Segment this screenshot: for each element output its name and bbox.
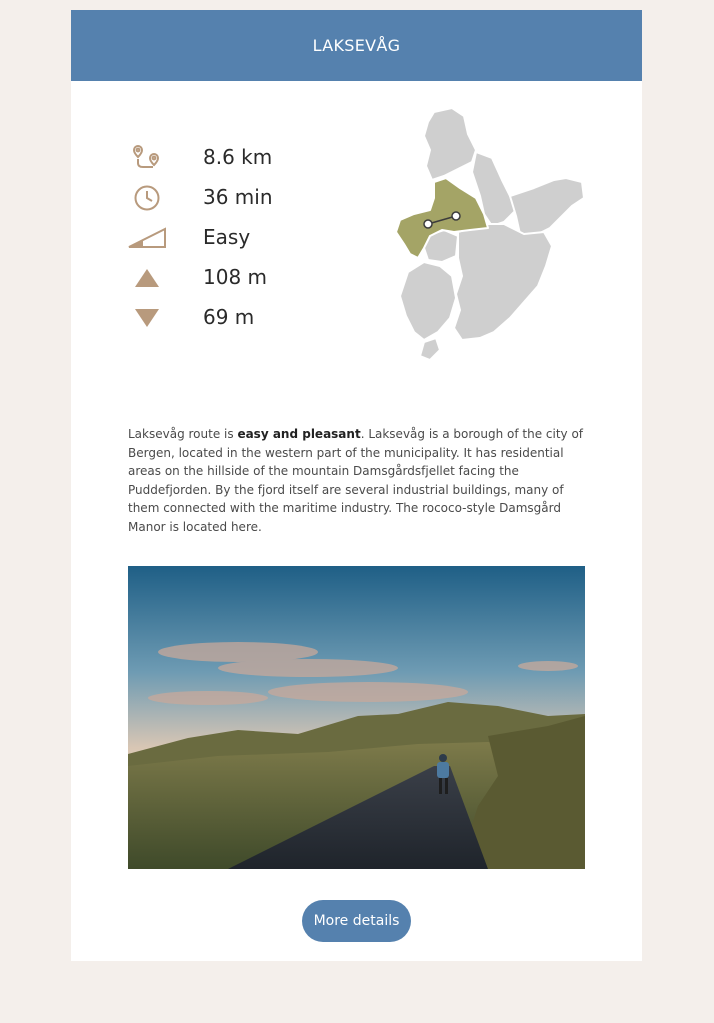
map-district-east: [510, 178, 584, 236]
map-route-start-marker: [424, 220, 432, 228]
route-card: [71, 10, 642, 961]
ascent-triangle-icon: [127, 258, 167, 298]
map-district-north: [424, 108, 476, 180]
descent-value: 69 m: [203, 305, 255, 329]
description-emphasis: easy and pleasant: [237, 427, 361, 441]
route-pin-icon: [127, 138, 167, 178]
route-title: LAKSEVÅG: [312, 36, 401, 55]
map-district-south-central: [454, 224, 552, 340]
descent-triangle-icon: [127, 298, 167, 338]
more-details-button[interactable]: More details: [302, 900, 411, 942]
route-description: [128, 425, 585, 537]
route-photo: [128, 566, 585, 869]
stat-duration: [127, 178, 367, 218]
description-body: . Laksevåg is a borough of the city of Bergen, located in the western part of the municipality. It has residential areas on the hillside of the mountain Damsgårdsfjellet facing the Puddefjorden. By the fjord itself are several industrial buildings, many of them connected with the maritime industry. The rococo-style Damsgård Manor is located here.: [128, 427, 584, 534]
duration-value: 36 min: [203, 185, 273, 209]
ascent-value: 108 m: [203, 265, 268, 289]
stat-distance: [127, 138, 367, 178]
clock-icon: [127, 178, 167, 218]
stat-difficulty: [127, 218, 367, 258]
distance-value: 8.6 km: [203, 145, 273, 169]
map-district-south-tip: [420, 338, 440, 360]
route-map: [384, 106, 587, 364]
difficulty-value: Easy: [203, 225, 251, 249]
difficulty-wedge-icon: [127, 218, 167, 258]
stat-descent: [127, 298, 367, 338]
description-intro: Laksevåg route is: [128, 427, 238, 441]
map-route-end-marker: [452, 212, 460, 220]
map-district-southwest: [400, 262, 456, 340]
stat-ascent: [127, 258, 367, 298]
route-header: [71, 10, 642, 81]
